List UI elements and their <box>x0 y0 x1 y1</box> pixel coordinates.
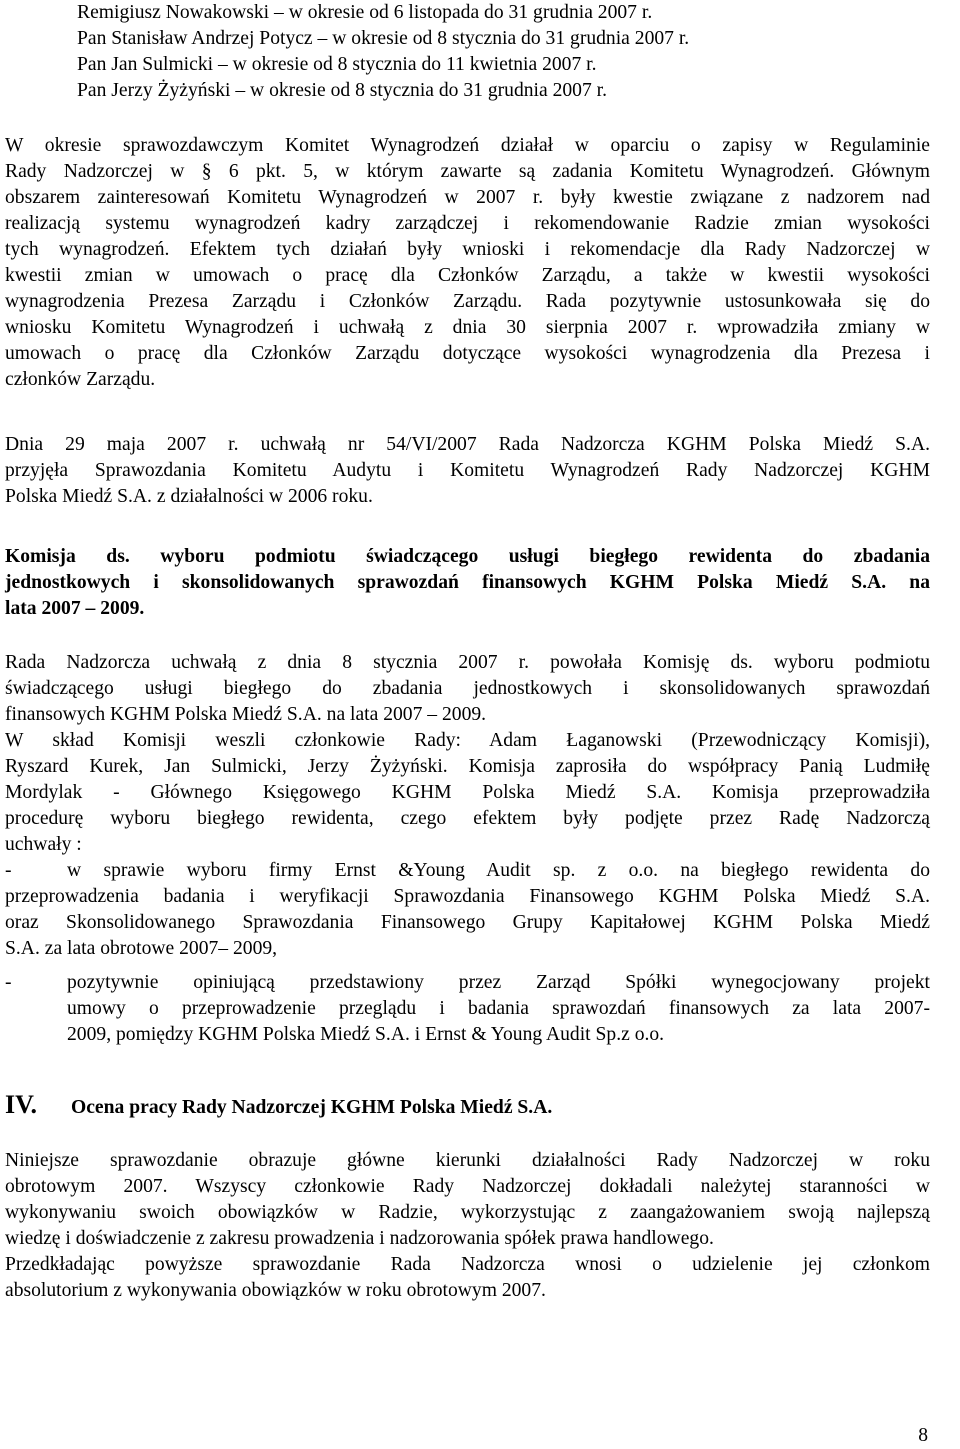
text-line: W skład Komisji weszli członkowie Rady: Adam Łaganowski (Przewodniczący Komisji), <box>5 730 930 751</box>
text-line: procedurę wyboru biegłego rewidenta, czego efektem były podjęte przez Radę Nadzorczą <box>5 808 930 829</box>
list-dash: - <box>5 860 12 881</box>
text-line: wniosku Komitetu Wynagrodzeń i uchwałą z dnia 30 sierpnia 2007 r. wprowadziła zmiany w <box>5 317 930 338</box>
text-line: obrotowym 2007. Wszyscy członkowie Rady Nadzorczej dokładali należytej staranności w <box>5 1176 930 1197</box>
text-line: Ryszard Kurek, Jan Sulmicki, Jerzy Żyżyński. Komisja zaprosiła do współpracy Panią Ludmiłę <box>5 756 930 777</box>
text-line: Rada Nadzorcza uchwałą z dnia 8 stycznia 2007 r. powołała Komisję ds. wyboru podmiotu <box>5 652 930 673</box>
member-line: Remigiusz Nowakowski – w okresie od 6 listopada do 31 grudnia 2007 r. <box>77 2 653 23</box>
text-line: W okresie sprawozdawczym Komitet Wynagrodzeń działał w oparciu o zapisy w Regulaminie <box>5 135 930 156</box>
member-line: Pan Jerzy Żyżyński – w okresie od 8 stycznia do 31 grudnia 2007 r. <box>77 80 608 101</box>
text-line: Przedkładając powyższe sprawozdanie Rada Nadzorcza wnosi o udzielenie jej członkom <box>5 1254 930 1275</box>
commission-body <box>5 650 930 858</box>
text-line: świadczącego usługi biegłego do zbadania jednostkowych i skonsolidowanych sprawozdań <box>5 678 930 699</box>
text-line: kwestii zmian w umowach o pracę dla Członków Zarządu, a także w kwestii wysokości <box>5 265 930 286</box>
list-item <box>5 858 930 884</box>
remuneration-committee-paragraph <box>5 133 930 393</box>
list-dash: - <box>5 972 12 993</box>
text-line: finansowych KGHM Polska Miedź S.A. na lata 2007 – 2009. <box>5 704 487 725</box>
member-list <box>5 0 930 104</box>
resolution-paragraph <box>5 432 930 510</box>
text-line: uchwały : <box>5 834 82 855</box>
section-title: Ocena pracy Rady Nadzorczej KGHM Polska Miedź S.A. <box>71 1097 553 1118</box>
resolution-item-1 <box>5 858 930 962</box>
text-line: 2009, pomiędzy KGHM Polska Miedź S.A. i Ernst & Young Audit Sp.z o.o. <box>67 1024 665 1045</box>
heading-line: Komisja ds. wyboru podmiotu świadczącego usługi biegłego rewidenta do zbadania <box>5 546 930 567</box>
text-line: Niniejsze sprawozdanie obrazuje główne kierunki działalności Rady Nadzorczej w roku <box>5 1150 930 1171</box>
text-line: oraz Skonsolidowanego Sprawozdania Finansowego Grupy Kapitałowej KGHM Polska Miedź <box>5 912 930 933</box>
text-line: obszarem zainteresowań Komitetu Wynagrodzeń w 2007 r. były kwestie związane z nadzorem nad <box>5 187 930 208</box>
commission-heading <box>5 544 930 622</box>
text-line: realizacją systemu wynagrodzeń kadry zarządczej i rekomendowanie Radzie zmian wysokości <box>5 213 930 234</box>
text-line: przyjęła Sprawozdania Komitetu Audytu i Komitetu Wynagrodzeń Rady Nadzorczej KGHM <box>5 460 930 481</box>
page-number: 8 <box>918 1425 928 1446</box>
text-line: Mordylak - Głównego Księgowego KGHM Polska Miedź S.A. Komisja przeprowadziła <box>5 782 930 803</box>
member-line: Pan Jan Sulmicki – w okresie od 8 stycznia do 11 kwietnia 2007 r. <box>77 54 597 75</box>
text-line: wynagrodzenia Prezesa Zarządu i Członków Zarządu. Rada pozytywnie ustosunkowała się do <box>5 291 930 312</box>
text-line: S.A. za lata obrotowe 2007– 2009, <box>5 938 278 959</box>
text-line: członków Zarządu. <box>5 369 156 390</box>
text-line: tych wynagrodzeń. Efektem tych działań były wnioski i rekomendacje dla Rady Nadzorczej w <box>5 239 930 260</box>
list-item <box>5 970 930 1048</box>
section-4-heading <box>5 1092 930 1121</box>
heading-line: jednostkowych i skonsolidowanych sprawozdań finansowych KGHM Polska Miedź S.A. na <box>5 572 930 593</box>
text-line: Rady Nadzorczej w § 6 pkt. 5, w którym zawarte są zadania Komitetu Wynagrodzeń. Głównym <box>5 161 930 182</box>
text-line: wykonywaniu swoich obowiązków w Radzie, wykorzystując z zaangażowaniem swoją najlepszą <box>5 1202 930 1223</box>
resolution-item-2 <box>5 970 930 1048</box>
text-line: Dnia 29 maja 2007 r. uchwałą nr 54/VI/2007 Rada Nadzorcza KGHM Polska Miedź S.A. <box>5 434 930 455</box>
text-line: umowach o pracę dla Członków Zarządu dotyczące wysokości wynagrodzenia dla Prezesa i <box>5 343 930 364</box>
heading-line: lata 2007 – 2009. <box>5 598 145 619</box>
text-line: przeprowadzenia badania i weryfikacji Sprawozdania Finansowego KGHM Polska Miedź S.A. <box>5 886 930 907</box>
text-line: pozytywnie opiniującą przedstawiony przez Zarząd Spółki wynegocjowany projekt <box>67 972 930 993</box>
section-number: IV. <box>5 1090 38 1119</box>
text-line: absolutorium z wykonywania obowiązków w roku obrotowym 2007. <box>5 1280 546 1301</box>
text-line: w sprawie wyboru firmy Ernst &Young Audit sp. z o.o. na biegłego rewidenta do <box>67 860 930 881</box>
conclusion-paragraph <box>5 1148 930 1304</box>
list-item-body <box>67 970 930 1048</box>
text-line: wiedzę i doświadczenie z zakresu prowadzenia i nadzorowania spółek prawa handlowego. <box>5 1228 714 1249</box>
member-line: Pan Stanisław Andrzej Potycz – w okresie od 8 stycznia do 31 grudnia 2007 r. <box>77 28 690 49</box>
text-line: umowy o przeprowadzenie przeglądu i badania sprawozdań finansowych za lata 2007- <box>67 998 930 1019</box>
text-line: Polska Miedź S.A. z działalności w 2006 roku. <box>5 486 373 507</box>
